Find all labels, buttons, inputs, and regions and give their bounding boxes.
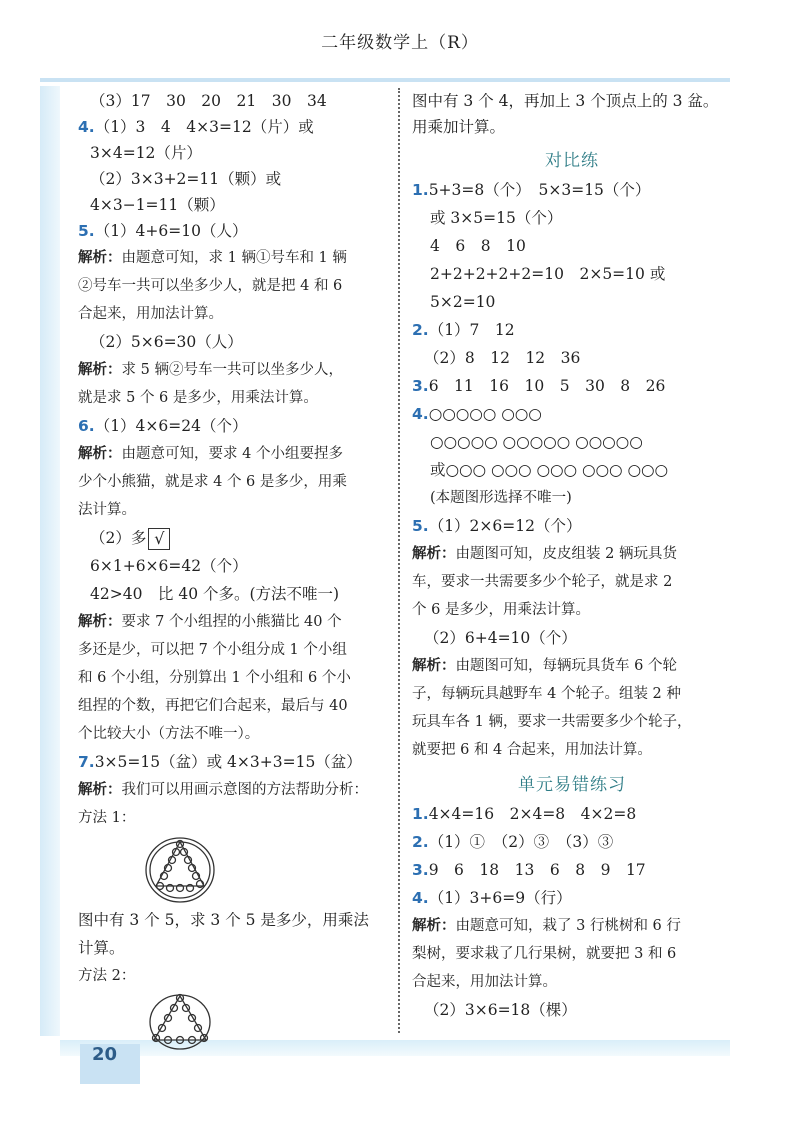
answer-line: 或 3×5=15（个） <box>430 209 563 227</box>
answer-line <box>412 856 732 884</box>
answer-line: 图中有 3 个 4，再加上 3 个顶点上的 3 盆。 <box>412 92 719 110</box>
analysis-line: 就要把 6 和 4 合起来，用加法计算。 <box>412 742 652 758</box>
analysis-text: 由题意可知，要求 4 个小组要捏多 <box>121 446 343 462</box>
answer-line: （2）5×6=30（人） <box>90 333 243 351</box>
analysis-line: 个 6 是多少，用乘法计算。 <box>412 602 590 618</box>
analysis-text: 求 5 辆②号车一共可以坐多少人， <box>121 362 343 378</box>
question-number: 6. <box>78 417 95 435</box>
analysis-line: 组捏的个数，再把它们合起来，最后与 40 <box>78 698 348 714</box>
analysis-line: 个比较大小（方法不唯一）。 <box>78 726 260 742</box>
analysis-line <box>412 912 732 940</box>
answer-text: （1）3+6=9（行） <box>428 889 572 907</box>
question-number: 3. <box>412 861 429 879</box>
answer-line: （2）8 12 12 36 <box>424 349 581 367</box>
analysis-label: 解析： <box>78 614 122 630</box>
answer-text: （1）7 12 <box>428 321 515 339</box>
answer-line: （3）17 30 20 21 30 34 <box>90 92 327 110</box>
question-number: 1. <box>412 181 429 199</box>
column-divider <box>398 88 400 1033</box>
right-column <box>412 88 732 1024</box>
answer-line <box>412 884 732 912</box>
answer-text: （2）多 <box>90 529 147 547</box>
answer-line: （2）6+4=10（个） <box>424 629 577 647</box>
answer-line <box>412 800 732 828</box>
method-label: 方法 1： <box>78 810 136 826</box>
answer-text: 6 11 16 10 5 30 8 26 <box>428 377 666 395</box>
answer-line <box>78 412 390 440</box>
answer-line: 用乘加计算。 <box>412 118 506 136</box>
answer-text: （1）2×6=12（个） <box>428 517 582 535</box>
analysis-label: 解析： <box>412 546 456 562</box>
triangle-circles-diagram-1 <box>140 832 220 904</box>
analysis-line: 就是求 5 个 6 是多少，用乘法计算。 <box>78 390 318 406</box>
top-decor-bar <box>40 78 730 82</box>
analysis-line <box>412 540 732 568</box>
question-number: 7. <box>78 753 95 771</box>
analysis-line <box>412 652 732 680</box>
analysis-line: 多还是少，可以把 7 个小组分成 1 个小组 <box>78 642 347 658</box>
answer-line: 3×4=12（片） <box>90 144 202 162</box>
analysis-text: 由题图可知，每辆玩具货车 6 个轮 <box>455 658 677 674</box>
question-number: 5. <box>412 517 429 535</box>
circle-pattern: ○○○○○ ○○○○○ ○○○○○ <box>430 433 643 451</box>
left-column <box>78 88 390 1050</box>
analysis-label: 解析： <box>78 446 122 462</box>
check-box: √ <box>148 528 170 550</box>
analysis-line: 车，要求一共需要多少个轮子，就是求 2 <box>412 574 673 590</box>
answer-line: （2）3×6=18（棵） <box>424 1001 577 1019</box>
section-title: 单元易错练习 <box>518 775 626 795</box>
analysis-line: ②号车一共可以坐多少人，就是把 4 和 6 <box>78 278 343 294</box>
analysis-line: 和 6 个小组，分别算出 1 个小组和 6 个小 <box>78 670 351 686</box>
question-number: 2. <box>412 833 429 851</box>
analysis-line <box>78 244 390 272</box>
answer-line <box>412 400 732 428</box>
answer-text: 4×4=16 2×4=8 4×2=8 <box>428 805 637 823</box>
answer-text: （1）4×6=24（个） <box>94 417 248 435</box>
analysis-line <box>78 776 390 804</box>
page-number: 20 <box>80 1044 140 1084</box>
answer-line: 4 6 8 10 <box>430 237 526 255</box>
analysis-label: 解析： <box>412 918 456 934</box>
analysis-text: 要求 7 个小组捏的小熊猫比 40 个 <box>121 614 342 630</box>
analysis-line: 子，每辆玩具越野车 4 个轮子。组装 2 种 <box>412 686 681 702</box>
note-text: (本题图形选择不唯一) <box>430 490 572 506</box>
analysis-line: 合起来，用加法计算。 <box>412 974 557 990</box>
analysis-line: 玩具车各 1 辆，要求一共需要多少个轮子， <box>412 714 692 730</box>
answer-text: 5+3=8（个） 5×3=15（个） <box>428 181 651 199</box>
analysis-line <box>78 440 390 468</box>
analysis-line: 梨树，要求栽了几行果树，就要把 3 和 6 <box>412 946 677 962</box>
method-label: 方法 2： <box>78 968 136 984</box>
answer-text: （1）4+6=10（人） <box>94 222 248 240</box>
analysis-text: 由题图可知，皮皮组装 2 辆玩具货 <box>455 546 677 562</box>
answer-line <box>412 176 732 204</box>
triangle-circles-diagram-2 <box>140 990 220 1050</box>
answer-line: 图中有 3 个 5，求 3 个 5 是多少，用乘法 <box>78 911 369 929</box>
answer-line <box>78 114 390 140</box>
analysis-line: 少个小熊猫，就是求 4 个 6 是多少，用乘 <box>78 474 347 490</box>
section-title: 对比练 <box>545 151 599 171</box>
answer-text: 3×5=15（盆）或 4×3+3=15（盆） <box>94 753 362 771</box>
analysis-text: 由题意可知，求 1 辆①号车和 1 辆 <box>121 250 347 266</box>
answer-text: （1）① （2）③ （3）③ <box>428 833 614 851</box>
analysis-text: 由题意可知，栽了 3 行桃树和 6 行 <box>455 918 681 934</box>
question-number: 4. <box>412 405 429 423</box>
analysis-label: 解析： <box>78 250 122 266</box>
circle-pattern: ○○○○○ ○○○ <box>428 405 542 423</box>
left-decor-band <box>40 86 60 1036</box>
method1-diagram <box>78 832 390 906</box>
question-number: 4. <box>412 889 429 907</box>
answer-line: 6×1+6×6=42（个） <box>90 557 248 575</box>
answer-line <box>412 316 732 344</box>
analysis-line: 合起来，用加法计算。 <box>78 306 223 322</box>
question-number: 3. <box>412 377 429 395</box>
analysis-line <box>78 356 390 384</box>
answer-line <box>78 748 390 776</box>
answer-line <box>412 828 732 856</box>
answer-text: 9 6 18 13 6 8 9 17 <box>428 861 646 879</box>
analysis-text: 我们可以用画示意图的方法帮助分析： <box>121 782 368 798</box>
answer-line: 42>40 比 40 个多。(方法不唯一) <box>90 585 340 603</box>
answer-line <box>412 372 732 400</box>
circle-pattern: 或○○○ ○○○ ○○○ ○○○ ○○○ <box>430 461 669 479</box>
answer-line: （2）3×3+2=11（颗）或 <box>90 170 282 188</box>
answer-line <box>412 512 732 540</box>
question-number: 2. <box>412 321 429 339</box>
method2-diagram <box>78 990 390 1050</box>
question-number: 4. <box>78 118 95 136</box>
analysis-label: 解析： <box>412 658 456 674</box>
answer-line: 5×2=10 <box>430 293 496 311</box>
answer-line <box>78 218 390 244</box>
question-number: 1. <box>412 805 429 823</box>
answer-line: 计算。 <box>78 939 125 957</box>
page-header: 二年级数学上（R） <box>321 33 479 53</box>
answer-line: 4×3−1=11（颗） <box>90 196 225 214</box>
analysis-line: 法计算。 <box>78 502 136 518</box>
analysis-line <box>78 608 390 636</box>
analysis-label: 解析： <box>78 782 122 798</box>
answer-line: 2+2+2+2+2=10 2×5=10 或 <box>430 265 666 283</box>
answer-line <box>78 524 390 552</box>
analysis-label: 解析： <box>78 362 122 378</box>
answer-text: （1）3 4 4×3=12（片）或 <box>94 118 314 136</box>
question-number: 5. <box>78 222 95 240</box>
